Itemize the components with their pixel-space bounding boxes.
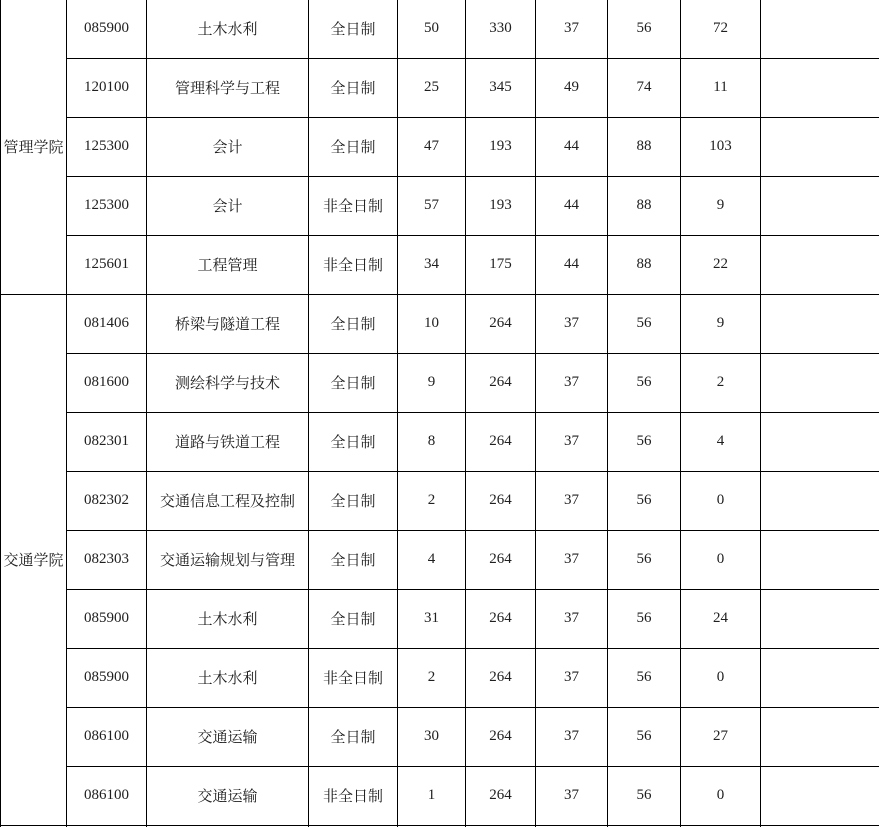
cell-value [761,648,879,707]
cell-study-mode: 非全日制 [309,648,398,707]
cell-major-code: 082302 [67,471,147,530]
cell-major-code: 085900 [67,0,147,58]
table-row [1,530,879,589]
cell-value [761,353,879,412]
table-row [1,766,879,825]
cell-major-name: 交通运输 [147,766,309,825]
cell-value: 37 [536,294,608,353]
table-row [1,235,879,294]
cell-value: 175 [466,235,536,294]
cell-value: 34 [398,235,466,294]
table-row [1,707,879,766]
cell-value: 50 [398,0,466,58]
table-row [1,412,879,471]
cell-value: 25 [398,58,466,117]
cell-value: 37 [536,648,608,707]
cell-major-code: 085900 [67,589,147,648]
cell-value: 56 [608,648,681,707]
cell-value: 56 [608,530,681,589]
cell-value: 264 [466,353,536,412]
cell-major-name: 交通运输规划与管理 [147,530,309,589]
cell-value: 4 [681,412,761,471]
cell-study-mode: 全日制 [309,471,398,530]
cell-value: 44 [536,176,608,235]
cell-value [761,0,879,58]
cell-value: 56 [608,766,681,825]
cell-value [761,117,879,176]
cell-value [761,412,879,471]
cell-value: 37 [536,589,608,648]
table-row [1,471,879,530]
cell-value: 37 [536,707,608,766]
cell-major-code: 125601 [67,235,147,294]
cell-study-mode: 全日制 [309,117,398,176]
cell-value: 103 [681,117,761,176]
cell-value: 264 [466,412,536,471]
table-row [1,648,879,707]
cell-value: 88 [608,117,681,176]
table-row [1,353,879,412]
table-row [1,589,879,648]
cell-value [761,766,879,825]
cell-value: 88 [608,235,681,294]
cell-study-mode: 全日制 [309,530,398,589]
cell-value: 9 [398,353,466,412]
cell-major-name: 道路与铁道工程 [147,412,309,471]
cell-value: 9 [681,294,761,353]
cell-value [761,294,879,353]
cell-major-code: 082303 [67,530,147,589]
cell-major-name: 会计 [147,176,309,235]
cell-value: 264 [466,707,536,766]
cell-value [761,235,879,294]
cell-value: 72 [681,0,761,58]
cell-value: 74 [608,58,681,117]
cell-study-mode: 非全日制 [309,235,398,294]
cell-value: 345 [466,58,536,117]
cell-value: 56 [608,353,681,412]
cell-value: 9 [681,176,761,235]
cell-value: 56 [608,294,681,353]
cell-value [761,589,879,648]
cell-value: 56 [608,707,681,766]
cell-value: 0 [681,471,761,530]
cell-value [761,58,879,117]
cell-major-name: 会计 [147,117,309,176]
cell-major-name: 土木水利 [147,0,309,58]
cell-value: 56 [608,0,681,58]
cell-value: 193 [466,176,536,235]
cell-value: 193 [466,117,536,176]
cell-major-code: 081406 [67,294,147,353]
cell-value: 37 [536,766,608,825]
cell-value: 10 [398,294,466,353]
cell-value: 264 [466,648,536,707]
cell-major-name: 交通运输 [147,707,309,766]
cell-study-mode: 全日制 [309,589,398,648]
cell-major-code: 086100 [67,707,147,766]
cell-major-code: 086100 [67,766,147,825]
cell-college: 管理学院 [1,0,67,294]
cell-value: 8 [398,412,466,471]
cell-value: 27 [681,707,761,766]
cell-value: 37 [536,353,608,412]
cell-study-mode: 全日制 [309,412,398,471]
cell-value: 47 [398,117,466,176]
cell-college: 交通学院 [1,294,67,825]
cell-value: 44 [536,235,608,294]
cell-value: 37 [536,412,608,471]
cell-major-name: 工程管理 [147,235,309,294]
cell-study-mode: 全日制 [309,294,398,353]
cell-value: 11 [681,58,761,117]
cell-major-code: 125300 [67,117,147,176]
cell-major-code: 081600 [67,353,147,412]
cell-value [761,176,879,235]
cell-value: 31 [398,589,466,648]
cell-value: 22 [681,235,761,294]
cell-major-name: 土木水利 [147,589,309,648]
cell-major-code: 082301 [67,412,147,471]
cell-value: 56 [608,471,681,530]
cell-major-name: 桥梁与隧道工程 [147,294,309,353]
cell-major-code: 125300 [67,176,147,235]
cell-study-mode: 全日制 [309,707,398,766]
cell-value: 2 [398,471,466,530]
cell-value: 37 [536,0,608,58]
cell-value: 57 [398,176,466,235]
cell-value: 0 [681,766,761,825]
table-row [1,58,879,117]
cell-value: 0 [681,648,761,707]
cell-study-mode: 非全日制 [309,176,398,235]
cell-value: 264 [466,589,536,648]
cell-study-mode: 全日制 [309,0,398,58]
cell-major-name: 土木水利 [147,648,309,707]
cell-value [761,530,879,589]
table-row [1,294,879,353]
cell-major-name: 交通信息工程及控制 [147,471,309,530]
cell-value: 264 [466,471,536,530]
cell-study-mode: 非全日制 [309,766,398,825]
cell-major-code: 120100 [67,58,147,117]
cell-value: 56 [608,412,681,471]
cell-value: 264 [466,530,536,589]
cell-value: 1 [398,766,466,825]
cell-value [761,707,879,766]
table-row [1,0,879,58]
cell-major-name: 管理科学与工程 [147,58,309,117]
cell-value: 2 [681,353,761,412]
cell-value [761,471,879,530]
cell-value: 264 [466,766,536,825]
cell-major-code: 085900 [67,648,147,707]
cell-value: 2 [398,648,466,707]
cell-value: 88 [608,176,681,235]
cell-value: 264 [466,294,536,353]
cell-value: 330 [466,0,536,58]
cell-value: 49 [536,58,608,117]
cell-study-mode: 全日制 [309,353,398,412]
table-row [1,176,879,235]
cell-value: 37 [536,471,608,530]
table-row [1,117,879,176]
cell-value: 30 [398,707,466,766]
cell-value: 24 [681,589,761,648]
cell-value: 56 [608,589,681,648]
cell-value: 44 [536,117,608,176]
cell-value: 4 [398,530,466,589]
cell-value: 0 [681,530,761,589]
cell-value: 37 [536,530,608,589]
cell-study-mode: 全日制 [309,58,398,117]
cell-major-name: 测绘科学与技术 [147,353,309,412]
admissions-table-body [1,0,879,827]
